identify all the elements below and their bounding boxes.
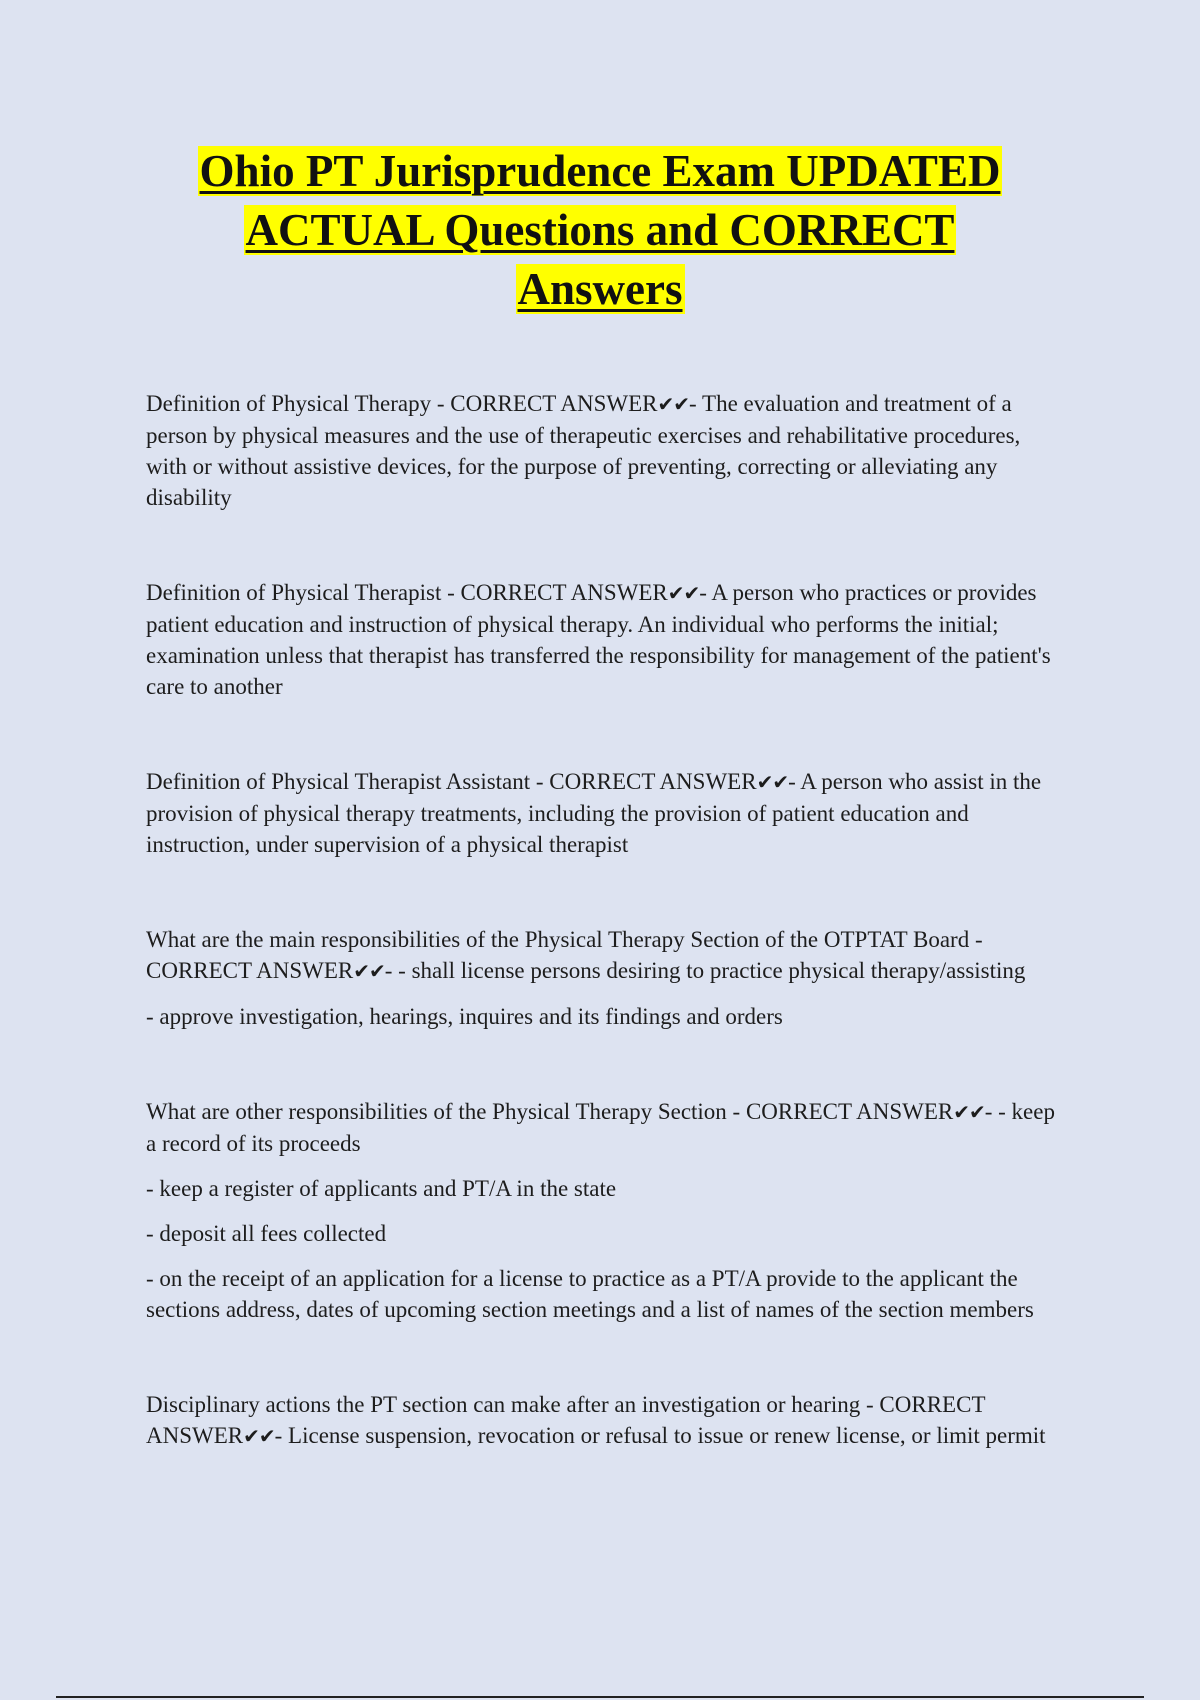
footer-divider <box>56 1696 1144 1698</box>
answer-bullet: - keep a register of applicants and PT/A in the state <box>146 1176 617 1201</box>
document-title <box>0 142 1200 319</box>
qa-item <box>146 924 1066 1032</box>
question-text: Disciplinary actions the PT section can make after an investigation or hearing - CORRECT ANSWER <box>146 1392 986 1448</box>
title-line-1: Ohio PT Jurisprudence Exam UPDATED <box>199 146 1001 196</box>
check-mark-icon: ✔✔ <box>353 959 385 983</box>
qa-item <box>146 1096 1066 1325</box>
title-line-3: Answers <box>517 264 683 314</box>
answer-bullet: - deposit all fees collected <box>146 1221 387 1246</box>
check-mark-icon: ✔✔ <box>243 1424 275 1448</box>
question-text: Definition of Physical Therapy - CORRECT ANSWER <box>146 391 658 416</box>
qa-item <box>146 1389 1066 1452</box>
check-mark-icon: ✔✔ <box>657 392 690 416</box>
answer-text: - The evaluation and treatment of a person by physical measures and the use of therapeutic exercises and rehabilitative procedures, with or without assistive devices, for the purpose of preventing, correcting or alleviating any disability <box>146 391 1021 510</box>
answer-bullet: - approve investigation, hearings, inquires and its findings and orders <box>146 1004 783 1029</box>
question-text: Definition of Physical Therapist - CORRECT ANSWER <box>146 580 668 605</box>
answer-text: - License suspension, revocation or refusal to issue or renew license, or limit permit <box>274 1423 1046 1448</box>
title-line-2: ACTUAL Questions and CORRECT <box>245 205 955 255</box>
check-mark-icon: ✔✔ <box>667 581 700 605</box>
answer-text: - A person who assist in the provision of physical therapy treatments, including the provision of patient education and instruction, under supervision of a physical therapist <box>146 769 1042 857</box>
answer-text: - A person who practices or provides patient education and instruction of physical therapy. An individual who performs the initial; examination unless that therapist has transferred the responsibility for management of the patient's care to another <box>146 580 1051 699</box>
check-mark-icon: ✔✔ <box>953 1100 985 1124</box>
question-text: What are the main responsibilities of the Physical Therapy Section of the OTPTAT Board - CORRECT ANSWER <box>146 927 983 983</box>
qa-item <box>146 577 1066 702</box>
answer-text: - - keep a record of its proceeds <box>146 1099 1055 1156</box>
qa-list <box>146 388 1066 1452</box>
answer-text: - - shall license persons desiring to practice physical therapy/assisting <box>384 958 1026 983</box>
question-text: What are other responsibilities of the Physical Therapy Section - CORRECT ANSWER <box>146 1099 954 1124</box>
qa-item <box>146 388 1066 513</box>
qa-item <box>146 766 1066 860</box>
question-text: Definition of Physical Therapist Assistant - CORRECT ANSWER <box>146 769 757 794</box>
check-mark-icon: ✔✔ <box>756 770 789 794</box>
answer-bullet: - on the receipt of an application for a license to practice as a PT/A provide to the applicant the sections address, dates of upcoming section meetings and a list of names of the section members <box>146 1266 1034 1322</box>
